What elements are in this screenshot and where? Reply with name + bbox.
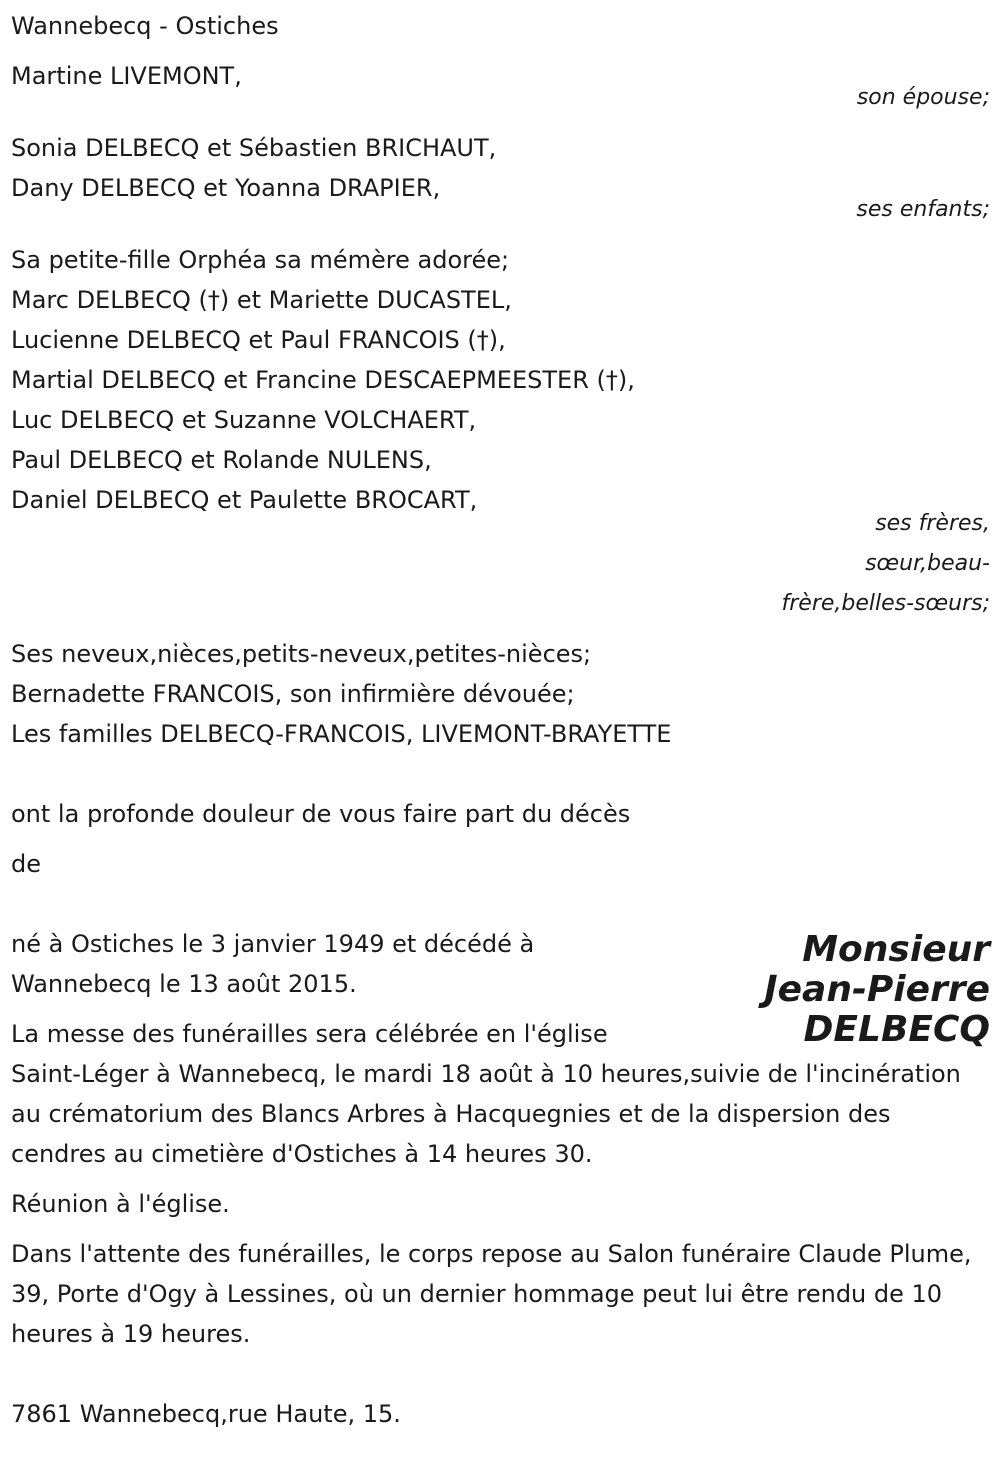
sibling-line: Marc DELBECQ (†) et Mariette DUCASTEL,	[11, 286, 512, 314]
birth-death-text: né à Ostiches le 3 janvier 1949 et décédé à Wannebecq le 13 août 2015.	[11, 930, 535, 998]
spouse-relation: son épouse;	[856, 85, 990, 110]
sibling-line: Martial DELBECQ et Francine DESCAEPMEESTER (†),	[11, 366, 635, 394]
deceased-title: Monsieur	[802, 929, 990, 970]
viewing-text: Dans l'attente des funérailles, le corps repose au Salon funéraire Claude Plume, 39, Porte d'Ogy à Lessines, où un dernier hommage peut lui être rendu de 10 heures à 19 heures.	[11, 1240, 972, 1348]
other-family-line: Les familles DELBECQ-FRANCOIS, LIVEMONT-BRAYETTE	[11, 720, 672, 748]
deceased-first-name: Jean-Pierre	[764, 969, 990, 1010]
spouse-name: Martine LIVEMONT,	[11, 62, 242, 90]
other-family-line: Ses neveux,nièces,petits-neveux,petites-nièces;	[11, 640, 592, 668]
sibling-line: Paul DELBECQ et Rolande NULENS,	[11, 446, 432, 474]
sibling-line: Luc DELBECQ et Suzanne VOLCHAERT,	[11, 406, 477, 434]
announcement-text: ont la profonde douleur de vous faire part du décès	[11, 800, 631, 828]
sibling-line: Daniel DELBECQ et Paulette BROCART,	[11, 486, 478, 514]
children-relation: ses enfants;	[856, 197, 990, 222]
child-line: Dany DELBECQ et Yoanna DRAPIER,	[11, 174, 441, 202]
child-line: Sonia DELBECQ et Sébastien BRICHAUT,	[11, 134, 497, 162]
deceased-last-name: DELBECQ	[803, 1009, 990, 1050]
meeting-text: Réunion à l'église.	[11, 1190, 230, 1218]
other-family-line: Bernadette FRANCOIS, son infirmière dévouée;	[11, 680, 575, 708]
announcement-de: de	[11, 850, 41, 878]
address-text: 7861 Wannebecq,rue Haute, 15.	[11, 1400, 401, 1428]
sibling-line: Lucienne DELBECQ et Paul FRANCOIS (†),	[11, 326, 506, 354]
siblings-relation-line: sœur,beau-	[865, 551, 990, 576]
deceased-name-block	[690, 930, 990, 1050]
siblings-relation-line: frère,belles-sœurs;	[781, 591, 990, 616]
funeral-text: La messe des funérailles sera célébrée en l'église Saint-Léger à Wannebecq, le mardi 18 août à 10 heures,suivie de l'incinération au crématorium des Blancs Arbres à Hacquegnies et de la dispersion des cendres au cimetière d'Ostiches à 14 heures 30.	[11, 1020, 961, 1168]
location-header: Wannebecq - Ostiches	[11, 12, 279, 40]
sibling-line: Sa petite-fille Orphéa sa mémère adorée;	[11, 246, 510, 274]
siblings-relation-line: ses frères,	[875, 511, 990, 536]
